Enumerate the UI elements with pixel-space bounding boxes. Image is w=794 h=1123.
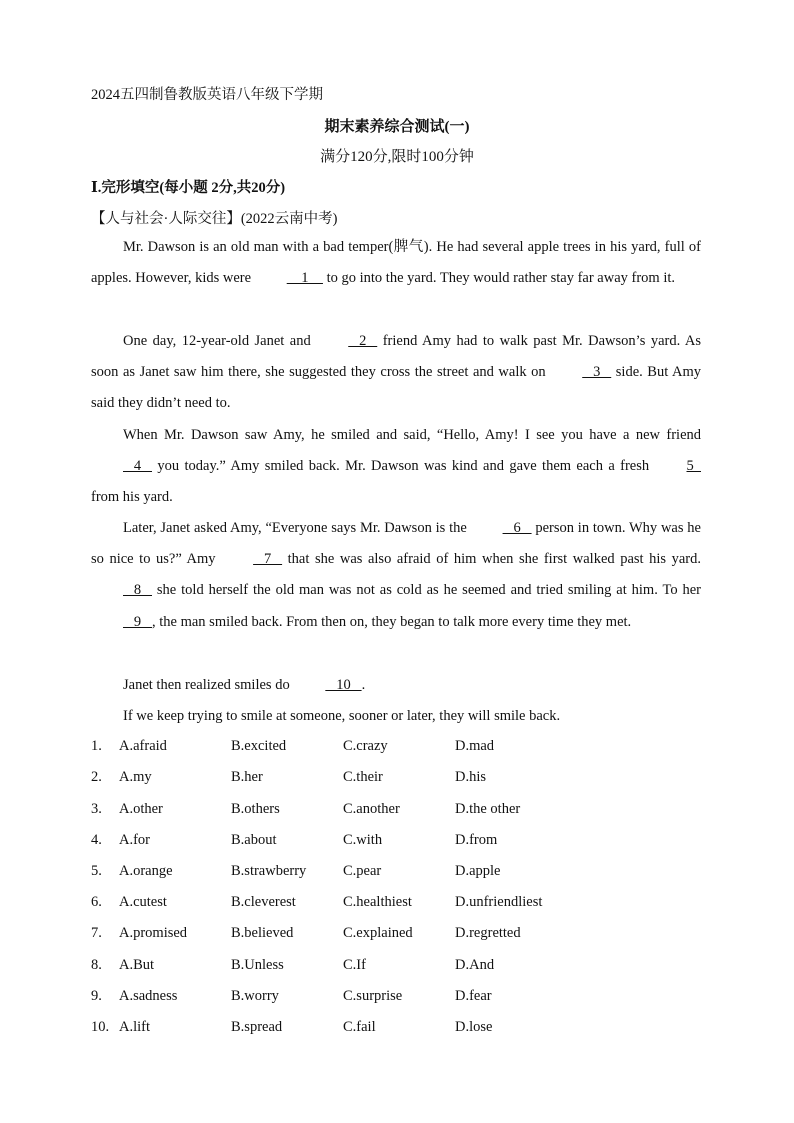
option-a: A.sadness bbox=[119, 988, 178, 1004]
option-b: B.cleverest bbox=[231, 894, 296, 910]
option-c: C.If bbox=[343, 957, 366, 973]
question-row bbox=[91, 769, 711, 789]
option-c: C.surprise bbox=[343, 988, 403, 1004]
option-b: B.Unless bbox=[231, 957, 284, 973]
question-row bbox=[91, 801, 711, 821]
option-c: C.another bbox=[343, 801, 400, 817]
blank-2: 2 bbox=[348, 333, 378, 349]
option-d: D.apple bbox=[455, 863, 501, 879]
section-topic: 【人与社会·人际交往】(2022云南中考) bbox=[91, 211, 338, 227]
passage-text: side. But Amy said they didn’t need to. bbox=[91, 364, 701, 412]
passage-text: to go into the yard. They would rather stay far away from it. bbox=[322, 270, 676, 287]
blank-7: 7 bbox=[253, 551, 283, 568]
option-d: D.And bbox=[455, 957, 495, 973]
question-number: 1. bbox=[91, 738, 102, 754]
question-row bbox=[91, 894, 711, 914]
passage-paragraph-1 bbox=[91, 232, 701, 294]
option-b: B.believed bbox=[231, 925, 294, 941]
passage-paragraph-2 bbox=[91, 326, 701, 420]
question-number: 2. bbox=[91, 769, 102, 785]
question-row bbox=[91, 1019, 711, 1039]
option-d: D.the other bbox=[455, 801, 521, 817]
option-b: B.excited bbox=[231, 738, 287, 754]
option-c: C.healthiest bbox=[343, 894, 412, 910]
question-number: 7. bbox=[91, 925, 102, 941]
question-row bbox=[91, 925, 711, 945]
section-heading bbox=[91, 176, 285, 197]
option-b: B.worry bbox=[231, 988, 279, 1004]
option-c: C.their bbox=[343, 769, 383, 785]
question-number: 3. bbox=[91, 801, 102, 817]
option-d: D.from bbox=[455, 832, 498, 848]
question-number: 9. bbox=[91, 988, 102, 1004]
option-a: A.cutest bbox=[119, 894, 167, 910]
option-a: A.afraid bbox=[119, 738, 167, 754]
passage-text: that she was also afraid of him when she first walked past his yard. bbox=[282, 551, 701, 568]
passage-text: you today.” Amy smiled back. Mr. Dawson was kind and gave them each a fresh bbox=[152, 458, 655, 475]
option-c: C.fail bbox=[343, 1019, 376, 1035]
question-row bbox=[91, 738, 711, 758]
option-b: B.spread bbox=[231, 1019, 283, 1035]
option-c: C.explained bbox=[343, 925, 413, 941]
passage-text: . bbox=[361, 677, 366, 693]
question-row bbox=[91, 863, 711, 883]
passage-paragraph-3 bbox=[91, 420, 701, 514]
passage-text: Later, Janet asked Amy, “Everyone says Mr. Dawson is the bbox=[123, 520, 471, 536]
option-b: B.about bbox=[231, 832, 277, 848]
passage-text: Janet then realized smiles do bbox=[123, 677, 294, 693]
header-top-line: 2024五四制鲁教版英语八年级下学期 bbox=[91, 87, 323, 103]
passage-text: One day, 12-year-old Janet and bbox=[123, 333, 317, 349]
option-a: A.But bbox=[119, 957, 155, 973]
option-a: A.orange bbox=[119, 863, 173, 879]
option-c: C.crazy bbox=[343, 738, 388, 754]
option-b: B.her bbox=[231, 769, 263, 785]
blank-9: 9 bbox=[123, 613, 152, 630]
blank-5: 5 bbox=[686, 458, 701, 475]
option-d: D.lose bbox=[455, 1019, 493, 1035]
option-c: C.pear bbox=[343, 863, 382, 879]
option-a: A.other bbox=[119, 801, 163, 817]
blank-4: 4 bbox=[123, 458, 152, 475]
blank-8: 8 bbox=[123, 582, 152, 599]
passage-text: When Mr. Dawson saw Amy, he smiled and said, “Hello, Amy! I see you have a new friend bbox=[123, 427, 701, 443]
option-d: D.his bbox=[455, 769, 487, 785]
blank-3: 3 bbox=[582, 364, 612, 381]
question-number: 5. bbox=[91, 863, 102, 879]
question-number: 4. bbox=[91, 832, 102, 848]
question-number: 6. bbox=[91, 894, 102, 910]
passage-text: person in town. Why was he so nice to us?” Amy bbox=[91, 520, 701, 568]
option-d: D.mad bbox=[455, 738, 495, 754]
option-b: B.others bbox=[231, 801, 280, 817]
passage-text: friend Amy had to walk past Mr. Dawson’s yard. As soon as Janet saw him there, she suggested they cross the street and walk on bbox=[91, 333, 701, 381]
blank-1: 1 bbox=[286, 270, 323, 287]
passage-text: , the man smiled back. From then on, they began to talk more every time they met. bbox=[152, 613, 632, 630]
question-number: 8. bbox=[91, 957, 102, 973]
question-row bbox=[91, 832, 711, 852]
option-c: C.with bbox=[343, 832, 383, 848]
question-number: 10. bbox=[91, 1019, 110, 1035]
passage-paragraph-5 bbox=[91, 670, 701, 701]
blank-10: 10 bbox=[325, 677, 362, 693]
passage-text: she told herself the old man was not as cold as he seemed and tried smiling at him. To her bbox=[152, 582, 701, 599]
question-row bbox=[91, 988, 711, 1008]
option-a: A.my bbox=[119, 769, 152, 785]
page-title: 期末素养综合测试(一) bbox=[324, 119, 470, 135]
question-row bbox=[91, 957, 711, 977]
option-d: D.regretted bbox=[455, 925, 521, 941]
option-d: D.fear bbox=[455, 988, 492, 1004]
option-a: A.promised bbox=[119, 925, 188, 941]
passage-text: from his yard. bbox=[91, 489, 173, 506]
section-heading-text: Ⅰ.完形填空(每小题 2分,共20分) bbox=[91, 180, 286, 196]
page-subtitle: 满分120分,限时100分钟 bbox=[320, 149, 474, 165]
blank-6: 6 bbox=[502, 520, 532, 536]
option-a: A.for bbox=[119, 832, 151, 848]
passage-paragraph-6 bbox=[91, 701, 701, 732]
passage-text: Mr. Dawson is an old man with a bad temper(脾气). He had several apple trees in his yard, full of apples. However, kids were bbox=[91, 239, 701, 287]
option-b: B.strawberry bbox=[231, 863, 307, 879]
option-a: A.lift bbox=[119, 1019, 151, 1035]
option-d: D.unfriendliest bbox=[455, 894, 543, 910]
passage-paragraph-4 bbox=[91, 513, 701, 638]
passage-text: If we keep trying to smile at someone, sooner or later, they will smile back. bbox=[123, 708, 561, 724]
